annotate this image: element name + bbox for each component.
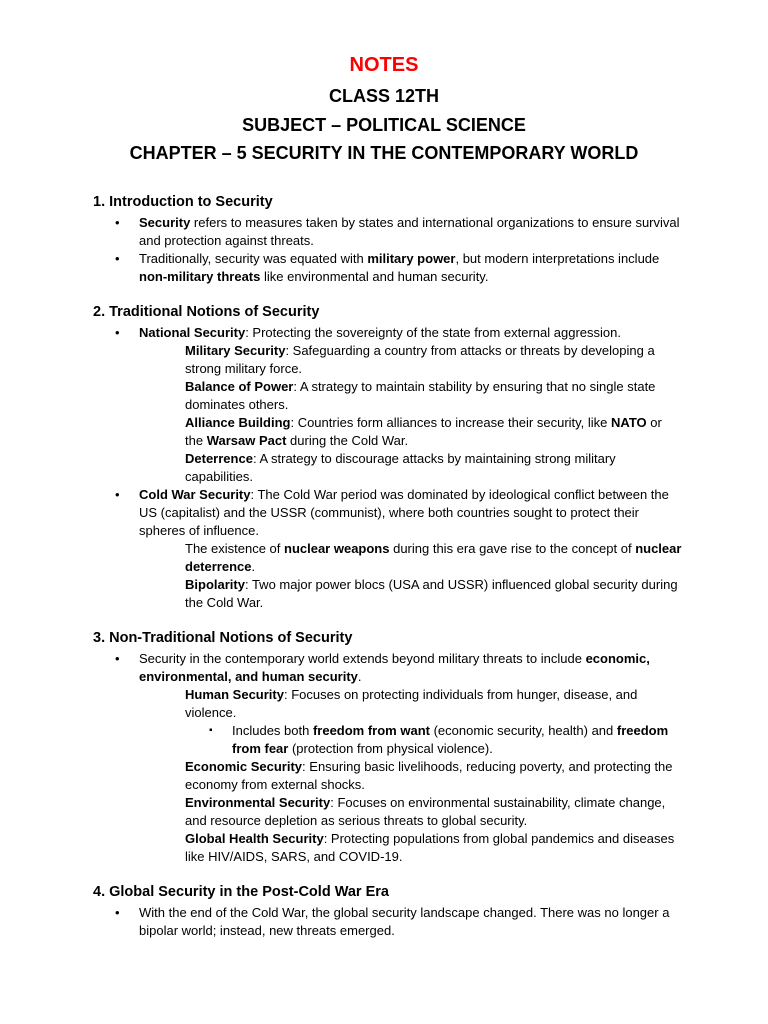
bullet-list <box>93 324 683 342</box>
sub-item: Bipolarity: Two major power blocs (USA and USSR) influenced global security during the Cold War. <box>185 577 678 610</box>
sub-item: Alliance Building: Countries form alliances to increase their security, like NATO or the Warsaw Pact during the Cold War. <box>185 415 662 448</box>
sub-item: Global Health Security: Protecting populations from global pandemics and diseases like HIV/AIDS, SARS, and COVID-19. <box>185 831 675 864</box>
list-item: • Cold War Security: The Cold War period was dominated by ideological conflict between the US (capitalist) and the USSR (communist), where both countries sought to protect their spheres of influence. <box>93 486 683 540</box>
sub-item: Balance of Power: A strategy to maintain stability by ensuring that no single state dominates others. <box>185 379 656 412</box>
sub-item: The existence of nuclear weapons during this era gave rise to the concept of nuclear deterrence. <box>185 541 682 574</box>
list-item: • National Security: Protecting the sovereignty of the state from external aggression. <box>93 324 683 342</box>
list-item: • Traditionally, security was equated with military power, but modern interpretations include non-military threats like environmental and human security. <box>93 250 683 286</box>
section-post-cold-war <box>93 882 683 940</box>
bullet-list <box>93 904 683 940</box>
class-heading: CLASS 12TH <box>328 86 440 106</box>
section-title: 1. Introduction to Security <box>93 194 273 210</box>
square-bullet-item: ▪ Includes both freedom from want (economic security, health) and freedom from fear (protection from physical violence). <box>93 722 683 758</box>
section-non-traditional <box>93 628 683 866</box>
sub-item: Military Security: Safeguarding a country from attacks or threats by developing a strong military force. <box>185 343 655 376</box>
section-title: 4. Global Security in the Post-Cold War Era <box>93 884 389 900</box>
sub-item: Deterrence: A strategy to discourage attacks by maintaining strong military capabilities. <box>185 451 616 484</box>
section-traditional <box>93 302 683 612</box>
notes-label: NOTES <box>349 54 419 76</box>
sub-item: Economic Security: Ensuring basic livelihoods, reducing poverty, and protecting the economy from external shocks. <box>185 759 673 792</box>
chapter-heading: CHAPTER – 5 SECURITY IN THE CONTEMPORARY WORLD <box>129 143 639 163</box>
section-title: 2. Traditional Notions of Security <box>93 304 320 320</box>
sub-item: Human Security: Focuses on protecting individuals from hunger, disease, and violence. <box>185 687 638 720</box>
subject-heading: SUBJECT – POLITICAL SCIENCE <box>242 115 526 135</box>
bullet-list <box>93 214 683 286</box>
notes-content <box>93 192 683 956</box>
list-item: • With the end of the Cold War, the global security landscape changed. There was no longer a bipolar world; instead, new threats emerged. <box>93 904 683 940</box>
bullet-list <box>93 486 683 540</box>
section-title: 3. Non-Traditional Notions of Security <box>93 630 353 646</box>
list-item: • Security in the contemporary world extends beyond military threats to include economic, environmental, and human security. <box>93 650 683 686</box>
sub-item: Environmental Security: Focuses on environmental sustainability, climate change, and resource depletion as serious threats to global security. <box>185 795 666 828</box>
section-introduction <box>93 192 683 286</box>
list-item: • Security refers to measures taken by states and international organizations to ensure survival and protection against threats. <box>93 214 683 250</box>
bullet-list <box>93 650 683 686</box>
